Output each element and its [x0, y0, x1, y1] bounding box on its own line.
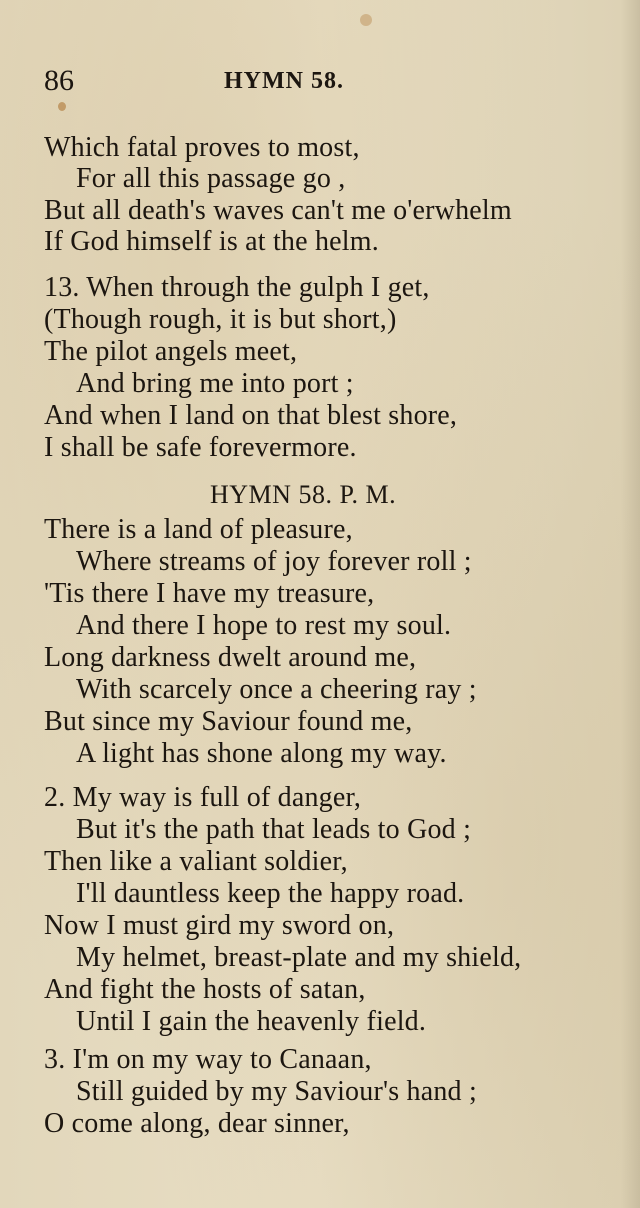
verse-line: Then like a valiant soldier,	[44, 846, 348, 877]
verse-line: The pilot angels meet,	[44, 336, 298, 367]
verse-line: I'll dauntless keep the happy road.	[76, 878, 465, 909]
verse-line: Where streams of joy forever roll ;	[76, 546, 472, 577]
verse-line: There is a land of pleasure,	[44, 514, 353, 545]
hymn-heading: HYMN 58. P. M.	[210, 480, 397, 509]
verse-line: 'Tis there I have my treasure,	[44, 578, 375, 609]
running-title: HYMN 58.	[224, 68, 344, 94]
verse-line: For all this passage go ,	[76, 163, 346, 194]
verse-line: But since my Saviour found me,	[44, 706, 413, 737]
verse-line: And there I hope to rest my soul.	[76, 610, 452, 641]
verse-line: Long darkness dwelt around me,	[44, 642, 417, 673]
verse-line: (Though rough, it is but short,)	[44, 304, 397, 335]
verse-line: 13. When through the gulph I get,	[44, 272, 430, 303]
verse-line: Still guided by my Saviour's hand ;	[76, 1076, 477, 1107]
verse-line: But all death's waves can't me o'erwhelm	[44, 195, 512, 226]
verse-line: O come along, dear sinner,	[44, 1108, 350, 1139]
running-head	[44, 64, 604, 104]
verse-line: And bring me into port ;	[76, 368, 354, 399]
verse-line: And fight the hosts of satan,	[44, 974, 366, 1005]
verse-line: With scarcely once a cheering ray ;	[76, 674, 477, 705]
verse-line: 2. My way is full of danger,	[44, 782, 362, 813]
stain-spot	[360, 14, 372, 26]
verse-line: My helmet, breast-plate and my shield,	[76, 942, 522, 973]
page-number: 86	[44, 64, 74, 97]
verse-line: A light has shone along my way.	[76, 738, 447, 769]
verse-line: But it's the path that leads to God ;	[76, 814, 472, 845]
verse-line: If God himself is at the helm.	[44, 226, 379, 257]
verse-line: I shall be safe forevermore.	[44, 432, 357, 463]
verse-line: Now I must gird my sword on,	[44, 910, 395, 941]
verse-line: And when I land on that blest shore,	[44, 400, 458, 431]
verse-line: 3. I'm on my way to Canaan,	[44, 1044, 372, 1075]
verse-line: Until I gain the heavenly field.	[76, 1006, 427, 1037]
verse-line: Which fatal proves to most,	[44, 132, 360, 163]
